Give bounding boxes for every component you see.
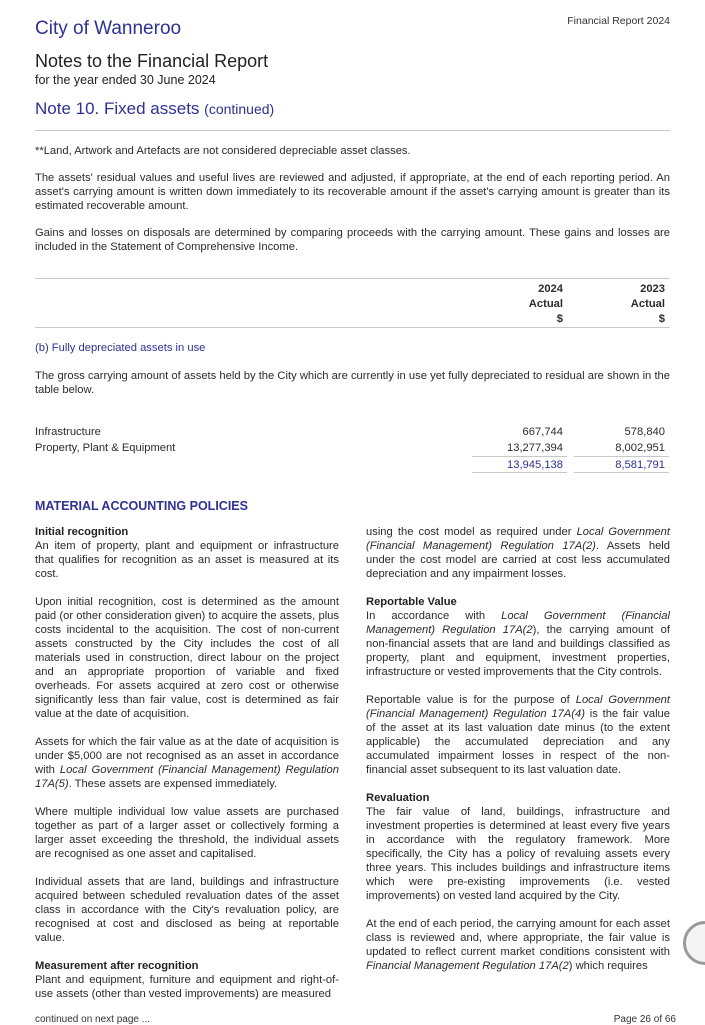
report-title: Financial Report 2024 <box>567 15 670 27</box>
note-continued: (continued) <box>204 101 275 117</box>
total-2024: 13,945,138 <box>507 459 563 471</box>
column-header-2023 <box>570 282 665 327</box>
page-subtitle: for the year ended 30 June 2024 <box>35 73 216 87</box>
note-title: Note 10. Fixed assets <box>35 99 200 118</box>
header-unit: $ <box>658 313 665 325</box>
revaluation-paragraph-2: At the end of each period, the carrying amount for each asset class is reviewed and, where appropriate, the fair value is updated to reflect current market conditions consistent with Financial Management Regulation 17A(2) which requires <box>366 918 670 972</box>
footer-continued: continued on next page ... <box>35 1014 151 1025</box>
table-header-rule <box>35 327 670 328</box>
reportable-paragraph-1: In accordance with Local Government (Financial Management) Regulation 17A(2), the carrying amount of non-financial assets that are land and buildings classified as property, plant and equipment, investment properties, infrastructure or vested improvements that the City controls. <box>366 610 670 678</box>
organization-name: City of Wanneroo <box>35 18 182 39</box>
reportable-value-heading: Reportable Value <box>366 596 457 608</box>
initial-paragraph-5: Individual assets that are land, buildings and infrastructure acquired between scheduled revaluation dates of the asset class in accordance with the City's revaluation policy, are recognised at cost and disclosed as being at reportable value. <box>35 876 339 944</box>
value-2023: 8,002,951 <box>615 442 665 454</box>
header-year: 2023 <box>640 283 665 295</box>
header-basis: Actual <box>630 298 665 310</box>
initial-paragraph-3: Assets for which the fair value as at the date of acquisition is under $5,000 are not recognised as an asset in accordance with Local Government (Financial Management) Regulation 17A(5). These assets are expensed immediately. <box>35 736 339 790</box>
initial-paragraph-4: Where multiple individual low value assets are purchased together as part of a larger asset or collectively forming a larger asset exceeding the threshold, the individual assets are recognised as one asset and capitalised. <box>35 806 339 860</box>
page-badge-icon <box>683 921 705 965</box>
measurement-heading: Measurement after recognition <box>35 960 199 972</box>
section-heading: (b) Fully depreciated assets in use <box>35 342 206 354</box>
footer-page-number: Page 26 of 66 <box>613 1014 676 1025</box>
row-label: Infrastructure <box>35 426 101 438</box>
measurement-paragraph: Plant and equipment, furniture and equipment and right-of-use assets (other than vested improvements) are measured <box>35 974 339 1000</box>
intro-paragraph-1: **Land, Artwork and Artefacts are not considered depreciable asset classes. <box>35 145 411 157</box>
page-title: Notes to the Financial Report <box>35 51 269 71</box>
initial-paragraph-2: Upon initial recognition, cost is determined as the amount paid (or other consideration given) to acquire the assets, plus costs incidental to the acquisition. The cost of non-current assets constructed by the City includes the cost of all materials used in construction, direct labour on the project and an appropriate proportion of variable and fixed overheads. For assets acquired at zero cost or otherwise significantly less than fair value, cost is determined as fair value at the date of acquisition. <box>35 596 339 720</box>
intro-paragraph-3: Gains and losses on disposals are determined by comparing proceeds with the carrying amount. These gains and losses are included in the Statement of Comprehensive Income. <box>35 227 670 253</box>
header-year: 2024 <box>538 283 563 295</box>
header-unit: $ <box>556 313 563 325</box>
total-rule-2023 <box>574 456 669 457</box>
header-divider <box>35 130 670 131</box>
value-2024: 13,277,394 <box>507 442 563 454</box>
reportable-paragraph-2: Reportable value is for the purpose of Local Government (Financial Management) Regulation 17A(4) is the fair value of the asset at its last valuation date minus (to the extent applicable) the accumulated depreciation and any accumulated impairment losses in respect of the non-financial asset subsequent to its last valuation date. <box>366 694 671 776</box>
total-bottom-rule-2024 <box>472 472 567 473</box>
note-heading <box>35 99 274 119</box>
right-column <box>366 525 670 987</box>
revaluation-paragraph-1: The fair value of land, buildings, infrastructure and investment properties is determined at least every five years in accordance with the regulatory framework. More specifically, the City has a policy of revaluing assets every three years. This includes buildings and infrastructure items which were pre-existing improvements (i.e. vested improvements) on vested land acquired by the City. <box>366 806 670 902</box>
table-top-rule <box>35 278 670 279</box>
total-2023: 8,581,791 <box>615 459 665 471</box>
policies-heading: MATERIAL ACCOUNTING POLICIES <box>35 499 248 513</box>
initial-paragraph-1: An item of property, plant and equipment or infrastructure that qualifies for recognition as an asset is measured at its cost. <box>35 540 339 580</box>
total-bottom-rule-2023 <box>574 472 669 473</box>
row-label: Property, Plant & Equipment <box>35 442 176 454</box>
intro-paragraph-2: The assets' residual values and useful lives are reviewed and adjusted, if appropriate, at the end of each reporting period. An asset's carrying amount is written down immediately to its recoverable amount if the asset's carrying amount is greater than its estimated recoverable amount. <box>35 172 670 212</box>
table-row <box>35 442 670 454</box>
total-rule-2024 <box>472 456 567 457</box>
revaluation-heading: Revaluation <box>366 792 430 804</box>
column-header-2024 <box>468 282 563 327</box>
table-row <box>35 426 670 438</box>
header-basis: Actual <box>528 298 563 310</box>
left-column <box>35 525 339 1001</box>
initial-recognition-heading: Initial recognition <box>35 526 129 538</box>
section-text: The gross carrying amount of assets held by the City which are currently in use yet fully depreciated to residual are shown in the table below. <box>35 370 670 396</box>
value-2024: 667,744 <box>522 426 563 438</box>
value-2023: 578,840 <box>624 426 665 438</box>
cost-model-paragraph: using the cost model as required under Local Government (Financial Management) Regulation 17A(2). Assets held under the cost model are carried at cost less accumulated depreciation and any impairment losses. <box>366 526 670 580</box>
